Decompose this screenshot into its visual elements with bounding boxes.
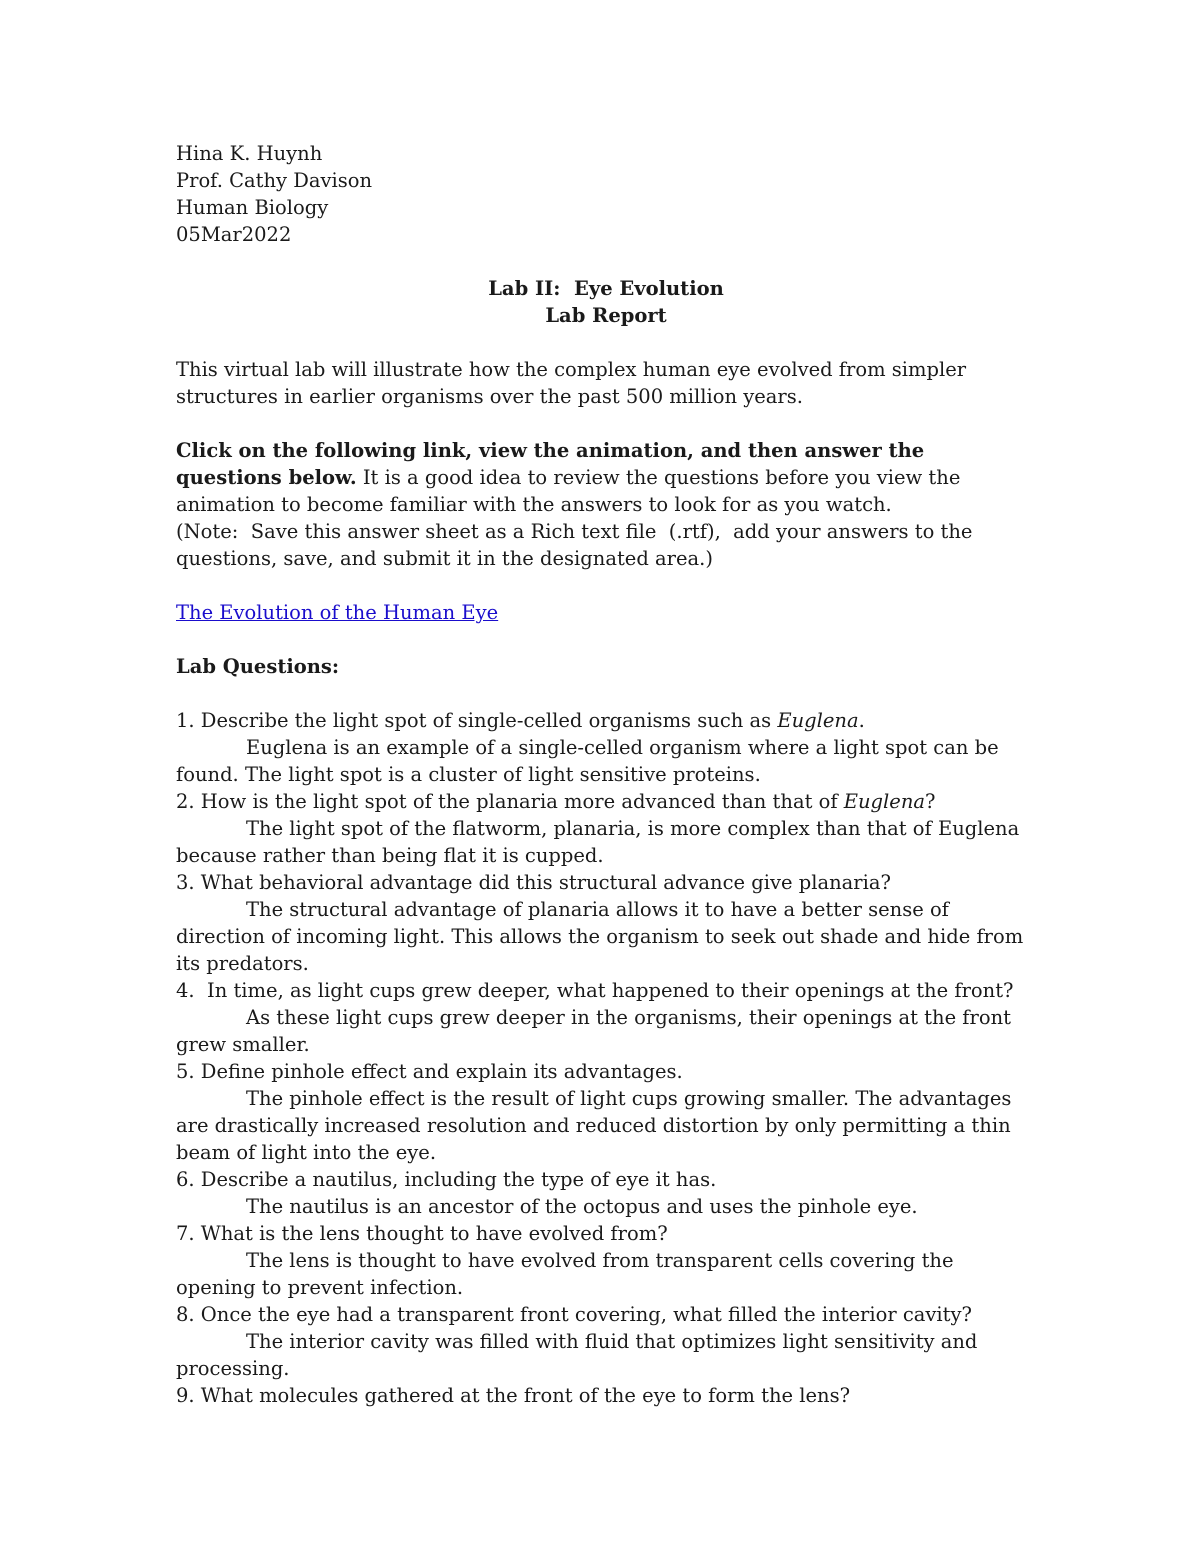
title-line-2: Lab Report [545, 304, 667, 327]
question-text: 9. What molecules gathered at the front of the eye to form the lens? [176, 1384, 851, 1407]
question-item-9 [176, 1382, 1036, 1409]
question-text: 8. Once the eye had a transparent front covering, what filled the interior cavity? [176, 1303, 972, 1326]
question-item-7 [176, 1220, 1036, 1301]
answer-text: The pinhole effect is the result of light cups growing smaller. The advantages are drastically increased resolution and reduced distortion by only permitting a thin beam of light into the eye. [176, 1087, 1012, 1164]
document-date: 05Mar2022 [176, 223, 292, 246]
answer-text: The interior cavity was filled with fluid that optimizes light sensitivity and processing. [176, 1330, 978, 1380]
question-text: 3. What behavioral advantage did this structural advance give planaria? [176, 871, 891, 894]
instructions-text: It is a good idea to review the questions before you view the animation to become familiar with the answers to look for as you watch. [176, 466, 961, 516]
answer-text: Euglena is an example of a single-celled organism where a light spot can be found. The light spot is a cluster of light sensitive proteins. [176, 736, 999, 786]
question-text: 6. Describe a nautilus, including the type of eye it has. [176, 1168, 717, 1191]
answer-text: The light spot of the flatworm, planaria, is more complex than that of Euglena because rather than being flat it is cupped. [176, 817, 1020, 867]
question-item-8 [176, 1301, 1036, 1382]
question-text: 4. In time, as light cups grew deeper, what happened to their openings at the front? [176, 979, 1014, 1002]
question-item-3 [176, 869, 1036, 977]
question-text: 5. Define pinhole effect and explain its advantages. [176, 1060, 683, 1083]
instructions-note: (Note: Save this answer sheet as a Rich text file (.rtf), add your answers to the questions, save, and submit it in the designated area.) [176, 520, 979, 570]
course-name: Human Biology [176, 196, 329, 219]
questions-heading: Lab Questions: [176, 655, 340, 678]
answer-text: The structural advantage of planaria allows it to have a better sense of direction of incoming light. This allows the organism to seek out shade and hide from its predators. [176, 898, 1024, 975]
question-text: 7. What is the lens thought to have evolved from? [176, 1222, 668, 1245]
document-title [176, 275, 1036, 329]
question-text: 2. How is the light spot of the planaria more advanced than that of Euglena? [176, 790, 936, 813]
questions-list [176, 707, 1036, 1409]
title-line-1: Lab II: Eye Evolution [488, 277, 724, 300]
header-block [176, 140, 1036, 248]
student-name: Hina K. Huynh [176, 142, 323, 165]
intro-paragraph: This virtual lab will illustrate how the complex human eye evolved from simpler structures in earlier organisms over the past 500 million years. [176, 358, 967, 408]
question-item-4 [176, 977, 1036, 1058]
question-item-6 [176, 1166, 1036, 1220]
question-item-5 [176, 1058, 1036, 1166]
answer-text: As these light cups grew deeper in the organisms, their openings at the front grew smaller. [176, 1006, 1011, 1056]
instructions-paragraph [176, 437, 1036, 572]
answer-text: The lens is thought to have evolved from transparent cells covering the opening to prevent infection. [176, 1249, 954, 1299]
document-page [176, 140, 1036, 1409]
question-item-2 [176, 788, 1036, 869]
question-item-1 [176, 707, 1036, 788]
answer-text: The nautilus is an ancestor of the octopus and uses the pinhole eye. [246, 1195, 918, 1218]
instructions-bold: Click on the following link, view the animation, and then answer the questions below. [176, 439, 925, 489]
question-text: 1. Describe the light spot of single-celled organisms such as Euglena. [176, 709, 865, 732]
animation-link[interactable]: The Evolution of the Human Eye [176, 601, 499, 624]
professor-name: Prof. Cathy Davison [176, 169, 373, 192]
